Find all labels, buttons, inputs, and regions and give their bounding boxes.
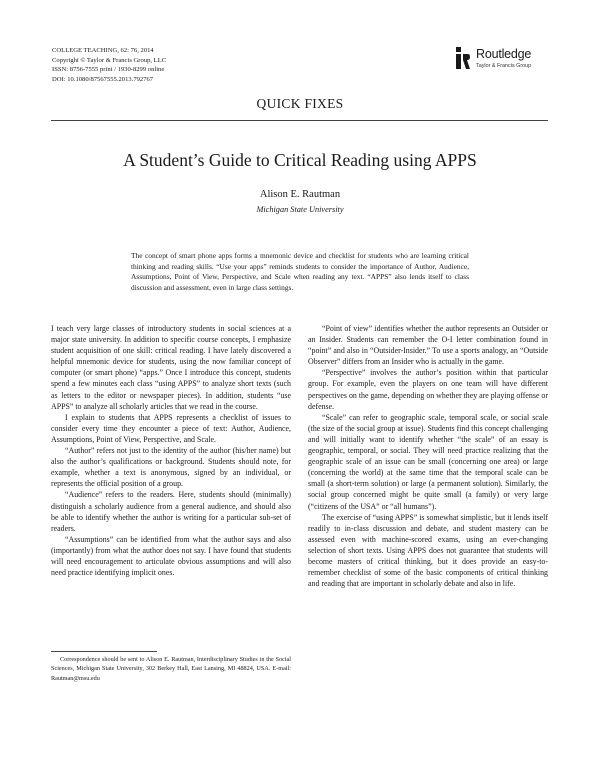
body-column-right [308,323,548,589]
body-paragraph: “Assumptions” can be identified from what the author says and also (importantly) from what the author does not say. I have found that students will need encouragement to articulate obvious assumptions and will also need practice identifying implicit ones. [51,534,291,578]
issn-line: ISSN: 8756-7555 print / 1930-8299 online [52,66,165,74]
journal-metadata [52,46,166,84]
publisher-tagline: Taylor & Francis Group [476,63,532,69]
body-paragraph: “Audience” refers to the readers. Here, students should (minimally) distinguish a scholarly audience from a general audience, and should also be able to identify whether the author is writing for a particular sub-set of readers. [51,490,291,533]
body-paragraph: “Scale” can refer to geographic scale, temporal scale, or social scale (the size of the social group at issue). Students find this concept challenging and will initially want to identify whether “the scale” of an essay is geographic, temporal, or social. They will need practice realizing that the geographic scale of an issue can be small (concerning one area) or large (concerning the world) at the same time that the temporal scale can be small (a short-term solution) or large (a permanent solution). Similarly, the social group concerned might be quite small (a family) or very large (“citizens of the USA” or “all humans”). [308,412,548,511]
body-paragraph: “Point of view” identifies whether the author represents an Outsider or an Insider. Students can remember the O-I letter combination found in “point” and also in “Outsider-Insider.” To use a sports analogy, an “Outside Observer” differs from an Insider who is actually in the game. [308,324,548,367]
publisher-logo [455,46,565,74]
article-title: A Student’s Guide to Critical Reading using APPS [123,150,477,170]
body-paragraph: I teach very large classes of introductory students in social sciences at a major state university. In addition to specific course concepts, I emphasize student acquisition of one skill: critical reading. I have lately discovered a helpful mnemonic device for students, using the now familiar concept of computer (or smart phone) “apps.” Once I introduce this concept, students spend a few minutes each class “using APPS” to analyze short texts (such as letters to the editor or newspaper pieces). In addition, students “use APPS” to analyze all scholarly articles that we read in the course. [51,324,291,411]
abstract: The concept of smart phone apps forms a mnemonic device and checklist for students who are learning critical thinking and reading skills. “Use your apps” reminds students to consider the importance of Author, Audience, Assumptions, Point of View, Perspective, and Scale when reading any text. “APPS” also lends itself to class discussion and assessment, even in large class settings. [131,251,469,292]
journal-line: COLLEGE TEACHING, 62: 76, 2014 [52,47,154,54]
body-paragraph: “Perspective” involves the author’s position within that particular group. For example, even the players on one team will have different perspectives on the game, depending on whether they are playing offense or defense. [308,368,548,411]
copyright-line: Copyright © Taylor & Francis Group, LLC [52,56,167,64]
author-affiliation: Michigan State University [256,205,344,214]
publisher-name: Routledge [476,47,532,61]
article-author: Alison E. Rautman [259,189,341,200]
routledge-mark-icon [455,46,471,70]
correspondence-footnote: Correspondence should be sent to Alison E. Rautman, Interdisciplinary Studies in the Social Sciences, Michigan State University, 302 Berkey Hall, East Lansing, MI 48824, USA. E-mail: Rautman@msu.edu [51,656,291,682]
section-heading: QUICK FIXES [256,96,344,111]
doi-line: DOI: 10.1080/87567555.2013.792767 [52,75,154,83]
section-divider [51,120,548,121]
body-paragraph: The exercise of “using APPS” is somewhat simplistic, but it lends itself readily to in-class discussion and debate, and student mastery can be assessed even with machine-scored exams, using an ever-changing selection of short texts. Using APPS does not guarantee that students will become masters of critical thinking, but it does provide an easy-to-remember checklist of some of the basic components of critical thinking and reading that are important in scholarly debate and also in life. [308,512,548,589]
body-paragraph: “Author” refers not just to the identity of the author (his/her name) but also the author’s qualifications or background. Students should note, for example, whether a text is anonymous, signed by an individual, or represents the official position of a group. [51,446,291,489]
body-paragraph: I explain to students that APPS represents a checklist of issues to consider every time they encounter a piece of text: Author, Audience, Assumptions, Point of View, Perspective, and Scale. [51,412,291,444]
body-column-left [51,323,291,578]
footnote-divider [51,651,157,652]
